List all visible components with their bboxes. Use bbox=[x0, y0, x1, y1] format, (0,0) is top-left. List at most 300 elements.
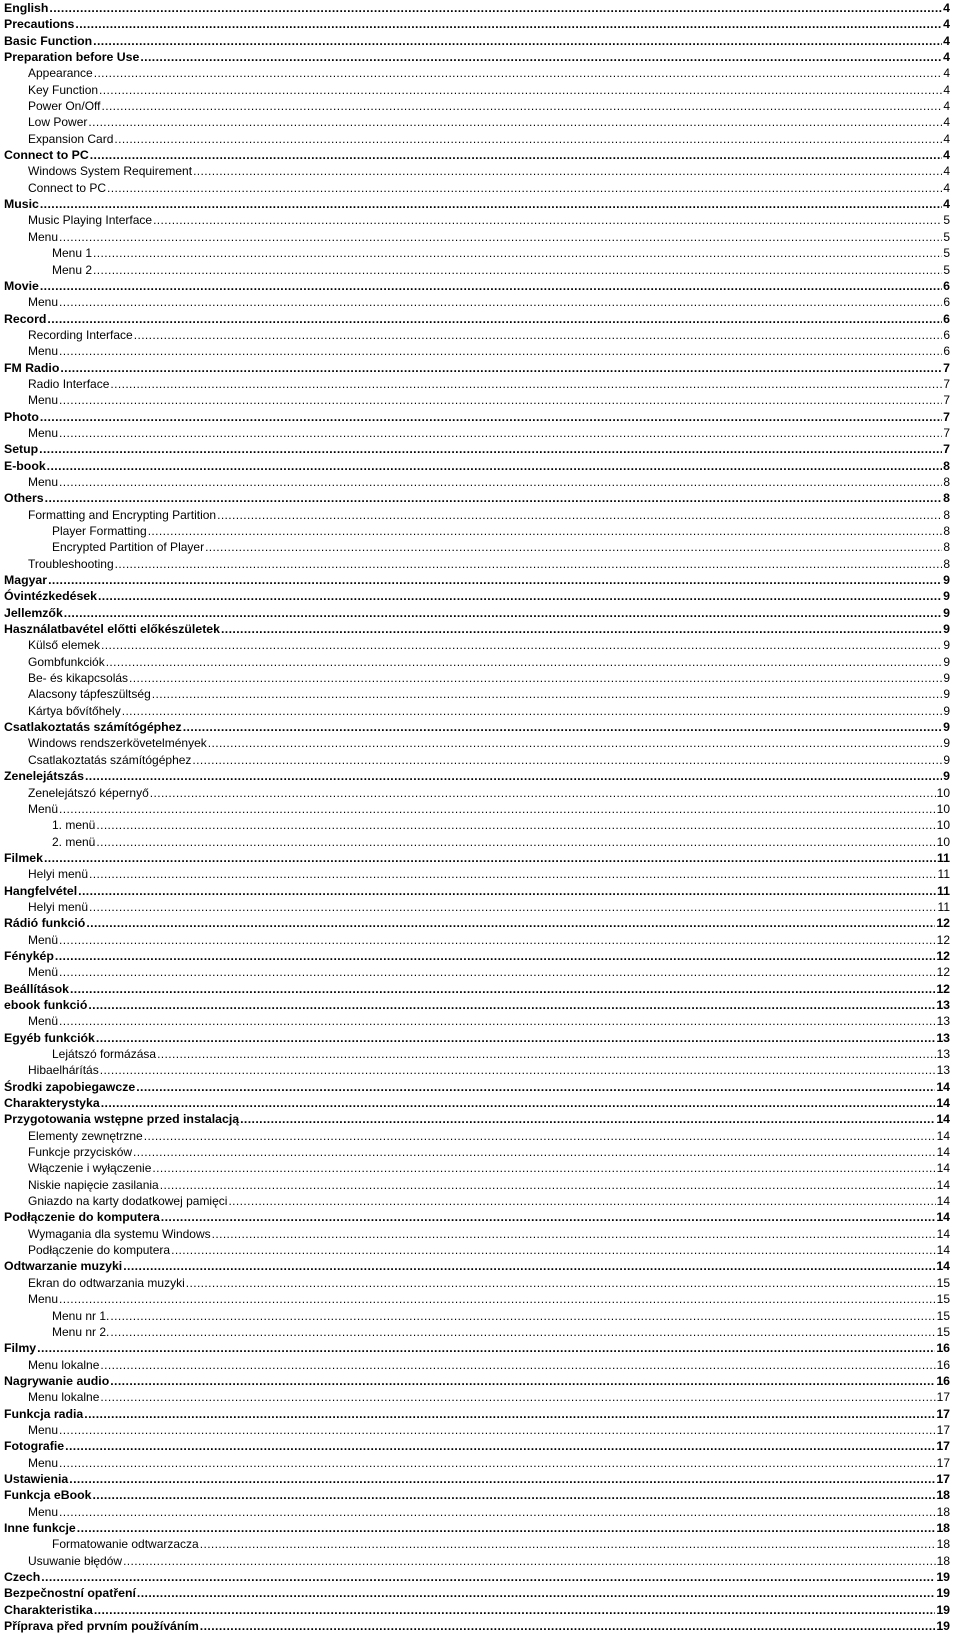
toc-entry[interactable] bbox=[4, 409, 950, 425]
dot-leader bbox=[140, 49, 942, 65]
toc-entry-page-number: 14 bbox=[936, 1177, 950, 1192]
dot-leader bbox=[93, 245, 942, 261]
toc-entry[interactable] bbox=[4, 0, 950, 16]
toc-entry-page-number: 6 bbox=[943, 311, 950, 326]
dot-leader bbox=[134, 327, 943, 343]
toc-entry-title: Windows System Requirement bbox=[28, 164, 193, 179]
toc-entry[interactable] bbox=[4, 1177, 950, 1193]
dot-leader bbox=[75, 16, 942, 32]
dot-leader bbox=[110, 376, 942, 392]
toc-entry-page-number: 8 bbox=[943, 491, 950, 506]
toc-entry[interactable] bbox=[4, 817, 950, 833]
dot-leader bbox=[84, 1406, 935, 1422]
dot-leader bbox=[59, 229, 942, 245]
dot-leader bbox=[133, 1144, 936, 1160]
toc-entry[interactable] bbox=[4, 621, 950, 637]
toc-entry[interactable] bbox=[4, 915, 950, 931]
toc-entry-page-number: 14 bbox=[936, 1259, 950, 1274]
toc-entry-page-number: 7 bbox=[943, 393, 950, 408]
toc-entry-page-number: 18 bbox=[936, 1537, 950, 1552]
dot-leader bbox=[110, 1324, 935, 1340]
toc-entry-title: Windows rendszerkövetelmények bbox=[28, 736, 207, 751]
toc-entry[interactable] bbox=[4, 1111, 950, 1127]
toc-entry[interactable] bbox=[4, 637, 950, 653]
toc-entry-title: Wymagania dla systemu Windows bbox=[28, 1226, 211, 1241]
toc-entry-page-number: 14 bbox=[936, 1112, 950, 1127]
dot-leader bbox=[123, 1553, 936, 1569]
toc-entry[interactable] bbox=[4, 49, 950, 65]
toc-entry[interactable] bbox=[4, 245, 950, 261]
toc-entry[interactable] bbox=[4, 654, 950, 670]
dot-leader bbox=[93, 33, 942, 49]
toc-entry-title: Menü bbox=[28, 965, 59, 980]
toc-entry-title: Photo bbox=[4, 409, 39, 424]
toc-entry[interactable] bbox=[4, 1585, 950, 1601]
toc-entry-title: Key Function bbox=[28, 82, 99, 97]
toc-entry[interactable] bbox=[4, 212, 950, 228]
toc-entry[interactable] bbox=[4, 850, 950, 866]
toc-entry-title: Csatlakoztatás számítógéphez bbox=[4, 720, 182, 735]
toc-entry[interactable] bbox=[4, 899, 950, 915]
toc-entry-title: Menu nr 2. bbox=[52, 1324, 110, 1339]
dot-leader bbox=[40, 409, 942, 425]
dot-leader bbox=[85, 768, 942, 784]
toc-entry-page-number: 8 bbox=[943, 540, 950, 555]
toc-entry-title: Beállítások bbox=[4, 981, 69, 996]
toc-entry-title: Egyéb funkciók bbox=[4, 1030, 95, 1045]
toc-entry-page-number: 17 bbox=[936, 1422, 950, 1437]
toc-entry-page-number: 8 bbox=[943, 556, 950, 571]
dot-leader bbox=[157, 1046, 936, 1062]
toc-entry-title: Óvintézkedések bbox=[4, 589, 97, 604]
toc-entry[interactable] bbox=[4, 1455, 950, 1471]
dot-leader bbox=[69, 1471, 935, 1487]
toc-entry-page-number: 10 bbox=[936, 801, 950, 816]
toc-entry-title: Menu 1 bbox=[52, 246, 93, 261]
toc-entry-title: Player Formatting bbox=[52, 524, 147, 538]
toc-entry-title: Menu bbox=[28, 295, 59, 310]
toc-entry[interactable] bbox=[4, 703, 950, 719]
toc-entry-title: Kártya bővítőhely bbox=[28, 703, 121, 718]
toc-entry-page-number: 4 bbox=[943, 99, 950, 114]
toc-entry-title: Menu lokalne bbox=[28, 1357, 100, 1372]
toc-entry[interactable] bbox=[4, 572, 950, 588]
toc-entry[interactable] bbox=[4, 392, 950, 408]
toc-entry-page-number: 16 bbox=[936, 1373, 950, 1388]
toc-entry[interactable] bbox=[4, 474, 950, 490]
toc-entry-title: Record bbox=[4, 311, 47, 326]
toc-entry[interactable] bbox=[4, 1569, 950, 1585]
dot-leader bbox=[101, 637, 942, 653]
toc-entry[interactable] bbox=[4, 1160, 950, 1176]
toc-entry-title: Troubleshooting bbox=[28, 556, 114, 571]
dot-leader bbox=[136, 1079, 935, 1095]
toc-entry[interactable] bbox=[4, 1275, 950, 1291]
dot-leader bbox=[115, 556, 943, 572]
toc-entry-title: Alacsony tápfeszültség bbox=[28, 687, 151, 702]
dot-leader bbox=[137, 1585, 935, 1601]
toc-entry[interactable] bbox=[4, 981, 950, 997]
toc-entry-page-number: 4 bbox=[943, 33, 950, 48]
toc-entry-page-number: 9 bbox=[943, 703, 950, 718]
toc-entry-title: Nagrywanie audio bbox=[4, 1373, 110, 1388]
toc-entry[interactable] bbox=[4, 131, 950, 147]
dot-leader bbox=[44, 850, 936, 866]
toc-entry[interactable] bbox=[4, 311, 950, 327]
toc-entry[interactable] bbox=[4, 1471, 950, 1487]
toc-entry-title: Zenelejátszó képernyő bbox=[28, 785, 149, 800]
toc-entry[interactable] bbox=[4, 425, 950, 441]
toc-entry[interactable] bbox=[4, 785, 950, 801]
toc-entry[interactable] bbox=[4, 360, 950, 376]
toc-entry-title: Środki zapobiegawcze bbox=[4, 1079, 136, 1094]
toc-entry[interactable] bbox=[4, 1389, 950, 1405]
toc-entry-title: Příprava před prvním používáním bbox=[4, 1619, 199, 1634]
toc-entry[interactable] bbox=[4, 1340, 950, 1356]
dot-leader bbox=[59, 801, 936, 817]
toc-entry[interactable] bbox=[4, 1308, 950, 1324]
toc-entry[interactable] bbox=[4, 376, 950, 392]
toc-entry-page-number: 8 bbox=[943, 524, 950, 538]
toc-entry-title: Przygotowania wstępne przed instalacją bbox=[4, 1112, 240, 1127]
toc-entry-page-number: 5 bbox=[943, 262, 950, 277]
toc-entry-title: Külső elemek bbox=[28, 638, 101, 653]
toc-entry-page-number: 4 bbox=[943, 164, 950, 179]
toc-entry-page-number: 12 bbox=[936, 981, 950, 996]
toc-entry-page-number: 19 bbox=[936, 1619, 950, 1634]
toc-entry-title: Podłączenie do komputera bbox=[4, 1210, 160, 1225]
toc-entry-page-number: 7 bbox=[943, 376, 950, 391]
toc-entry[interactable] bbox=[4, 458, 950, 474]
toc-entry-page-number: 9 bbox=[943, 687, 950, 702]
toc-entry-title: Hibaelhárítás bbox=[28, 1063, 99, 1078]
toc-entry-page-number: 10 bbox=[936, 785, 950, 800]
dot-leader bbox=[59, 1013, 936, 1029]
toc-entry[interactable] bbox=[4, 343, 950, 359]
toc-entry[interactable] bbox=[4, 147, 950, 163]
toc-entry[interactable] bbox=[4, 33, 950, 49]
toc-entry-title: Others bbox=[4, 491, 44, 506]
toc-entry-title: Basic Function bbox=[4, 33, 93, 48]
toc-entry-title: Ustawienia bbox=[4, 1471, 69, 1486]
dot-leader bbox=[59, 932, 936, 948]
toc-entry[interactable] bbox=[4, 163, 950, 179]
dot-leader bbox=[39, 441, 942, 457]
toc-entry-title: Menu 2 bbox=[52, 262, 93, 277]
dot-leader bbox=[59, 392, 942, 408]
toc-entry[interactable] bbox=[4, 1046, 950, 1062]
dot-leader bbox=[107, 180, 942, 196]
toc-entry-title: Filmek bbox=[4, 850, 43, 865]
toc-entry-title: English bbox=[4, 1, 49, 15]
toc-entry[interactable] bbox=[4, 801, 950, 817]
toc-entry[interactable] bbox=[4, 1013, 950, 1029]
dot-leader bbox=[86, 915, 935, 931]
toc-entry-title: Movie bbox=[4, 278, 39, 293]
toc-entry[interactable] bbox=[4, 1079, 950, 1095]
toc-entry-title: Niskie napięcie zasilania bbox=[28, 1177, 159, 1192]
toc-entry-title: Czech bbox=[4, 1570, 41, 1584]
toc-entry-page-number: 10 bbox=[936, 818, 950, 833]
toc-entry[interactable] bbox=[4, 932, 950, 948]
toc-entry[interactable] bbox=[4, 278, 950, 294]
dot-leader bbox=[90, 147, 942, 163]
dot-leader bbox=[200, 1618, 936, 1634]
toc-entry[interactable] bbox=[4, 1193, 950, 1209]
toc-entry[interactable] bbox=[4, 1209, 950, 1225]
toc-entry-title: Setup bbox=[4, 442, 39, 457]
toc-entry-title: Connect to PC bbox=[4, 148, 89, 163]
toc-entry[interactable] bbox=[4, 1422, 950, 1438]
toc-entry-title: Használatbavétel előtti előkészületek bbox=[4, 622, 220, 637]
toc-entry-page-number: 4 bbox=[943, 82, 950, 97]
toc-entry[interactable] bbox=[4, 1357, 950, 1373]
toc-entry[interactable] bbox=[4, 752, 950, 768]
dot-leader bbox=[152, 686, 943, 702]
toc-entry[interactable] bbox=[4, 719, 950, 735]
toc-entry-page-number: 15 bbox=[936, 1308, 950, 1323]
toc-entry[interactable] bbox=[4, 1438, 950, 1454]
toc-entry[interactable] bbox=[4, 539, 950, 555]
dot-leader bbox=[48, 572, 942, 588]
dot-leader bbox=[98, 588, 942, 604]
toc-entry-page-number: 14 bbox=[936, 1243, 950, 1258]
toc-entry-page-number: 17 bbox=[936, 1439, 950, 1454]
toc-entry-title: Menü bbox=[28, 801, 59, 816]
dot-leader bbox=[221, 621, 942, 637]
toc-entry[interactable] bbox=[4, 262, 950, 278]
toc-entry-page-number: 17 bbox=[936, 1390, 950, 1405]
toc-entry-title: Fénykép bbox=[4, 948, 54, 963]
toc-entry[interactable] bbox=[4, 327, 950, 343]
toc-entry[interactable] bbox=[4, 1030, 950, 1046]
dot-leader bbox=[152, 1160, 935, 1176]
toc-entry[interactable] bbox=[4, 523, 950, 539]
toc-entry-title: Music bbox=[4, 197, 39, 212]
toc-entry-page-number: 6 bbox=[943, 278, 950, 293]
dot-leader bbox=[161, 1209, 936, 1225]
dot-leader bbox=[88, 114, 942, 130]
toc-entry-page-number: 18 bbox=[936, 1553, 950, 1568]
toc-entry[interactable] bbox=[4, 735, 950, 751]
toc-entry[interactable] bbox=[4, 768, 950, 784]
toc-entry[interactable] bbox=[4, 507, 950, 523]
toc-entry-title: Low Power bbox=[28, 115, 88, 130]
toc-entry[interactable] bbox=[4, 686, 950, 702]
toc-entry-title: Formatting and Encrypting Partition bbox=[28, 507, 217, 522]
dot-leader bbox=[106, 654, 943, 670]
toc-entry[interactable] bbox=[4, 98, 950, 114]
toc-entry[interactable] bbox=[4, 180, 950, 196]
dot-leader bbox=[60, 360, 942, 376]
toc-entry-page-number: 12 bbox=[936, 932, 950, 947]
toc-entry[interactable] bbox=[4, 1258, 950, 1274]
dot-leader bbox=[208, 735, 943, 751]
toc-entry-title: Włączenie i wyłączenie bbox=[28, 1161, 152, 1176]
toc-entry[interactable] bbox=[4, 229, 950, 245]
toc-entry-page-number: 9 bbox=[943, 769, 950, 784]
toc-entry-title: Menu bbox=[28, 229, 59, 244]
dot-leader bbox=[100, 1062, 936, 1078]
toc-entry-title: Connect to PC bbox=[28, 180, 107, 195]
dot-leader bbox=[47, 458, 942, 474]
toc-entry[interactable] bbox=[4, 1520, 950, 1536]
toc-entry-title: Zenelejátszás bbox=[4, 769, 84, 784]
dot-leader bbox=[70, 981, 935, 997]
toc-entry[interactable] bbox=[4, 1128, 950, 1144]
toc-entry-page-number: 4 bbox=[943, 115, 950, 130]
toc-entry-page-number: 6 bbox=[943, 344, 950, 359]
toc-entry-page-number: 18 bbox=[936, 1488, 950, 1503]
dot-leader bbox=[123, 1258, 935, 1274]
toc-entry[interactable] bbox=[4, 588, 950, 604]
toc-entry-page-number: 7 bbox=[943, 442, 950, 457]
toc-entry[interactable] bbox=[4, 670, 950, 686]
toc-entry[interactable] bbox=[4, 605, 950, 621]
toc-entry[interactable] bbox=[4, 948, 950, 964]
toc-entry-title: Be- és kikapcsolás bbox=[28, 671, 129, 686]
toc-entry-title: Menü bbox=[28, 1014, 59, 1029]
toc-entry[interactable] bbox=[4, 1373, 950, 1389]
toc-entry-page-number: 14 bbox=[936, 1161, 950, 1176]
toc-entry-page-number: 7 bbox=[943, 425, 950, 440]
toc-entry[interactable] bbox=[4, 1504, 950, 1520]
toc-entry[interactable] bbox=[4, 556, 950, 572]
toc-entry-page-number: 4 bbox=[943, 1, 950, 15]
toc-entry[interactable] bbox=[4, 82, 950, 98]
dot-leader bbox=[122, 703, 943, 719]
dot-leader bbox=[94, 65, 943, 81]
dot-leader bbox=[193, 163, 942, 179]
toc-entry-page-number: 11 bbox=[937, 899, 950, 914]
toc-entry-title: Elementy zewnętrzne bbox=[28, 1128, 143, 1143]
toc-entry-title: Power On/Off bbox=[28, 99, 101, 114]
toc-entry-title: Formatowanie odtwarzacza bbox=[52, 1537, 199, 1552]
toc-entry-page-number: 9 bbox=[943, 752, 950, 767]
toc-entry-page-number: 14 bbox=[936, 1145, 950, 1160]
toc-entry-page-number: 4 bbox=[943, 131, 950, 146]
toc-entry-title: Csatlakoztatás számítógéphez bbox=[28, 752, 192, 767]
toc-entry[interactable] bbox=[4, 1291, 950, 1307]
toc-entry[interactable] bbox=[4, 16, 950, 32]
toc-entry[interactable] bbox=[4, 866, 950, 882]
dot-leader bbox=[88, 997, 935, 1013]
toc-entry-title: Menu bbox=[28, 474, 59, 489]
dot-leader bbox=[59, 343, 942, 359]
toc-entry[interactable] bbox=[4, 196, 950, 212]
dot-leader bbox=[110, 1308, 935, 1324]
toc-entry-page-number: 15 bbox=[936, 1275, 950, 1290]
toc-entry-page-number: 14 bbox=[936, 1096, 950, 1111]
dot-leader bbox=[110, 1373, 935, 1389]
toc-entry-page-number: 8 bbox=[943, 458, 950, 473]
toc-entry-page-number: 17 bbox=[936, 1406, 950, 1421]
toc-entry-title: Usuwanie błędów bbox=[28, 1553, 123, 1568]
dot-leader bbox=[59, 1504, 936, 1520]
dot-leader bbox=[93, 262, 942, 278]
toc-entry-title: Podłączenie do komputera bbox=[28, 1243, 171, 1258]
toc-entry-page-number: 7 bbox=[943, 360, 950, 375]
toc-entry[interactable] bbox=[4, 1536, 950, 1552]
toc-entry-title: Funkcje przycisków bbox=[28, 1145, 133, 1160]
toc-entry[interactable] bbox=[4, 883, 950, 899]
toc-entry-title: Magyar bbox=[4, 573, 48, 588]
toc-entry-page-number: 9 bbox=[943, 671, 950, 686]
dot-leader bbox=[59, 474, 942, 490]
toc-entry-title: Funkcja radia bbox=[4, 1406, 84, 1421]
toc-entry-page-number: 9 bbox=[943, 638, 950, 653]
toc-entry[interactable] bbox=[4, 490, 950, 506]
toc-entry[interactable] bbox=[4, 997, 950, 1013]
toc-entry[interactable] bbox=[4, 441, 950, 457]
toc-entry-title: Menu bbox=[28, 1292, 59, 1307]
toc-entry-page-number: 15 bbox=[936, 1292, 950, 1307]
toc-entry[interactable] bbox=[4, 1324, 950, 1340]
toc-entry-page-number: 5 bbox=[943, 213, 950, 228]
toc-entry-page-number: 13 bbox=[936, 1014, 950, 1029]
toc-entry-title: Inne funkcje bbox=[4, 1520, 76, 1535]
toc-entry-page-number: 12 bbox=[936, 965, 950, 980]
toc-entry-title: Rádió funkció bbox=[4, 916, 86, 931]
toc-entry[interactable] bbox=[4, 65, 950, 81]
toc-entry-page-number: 4 bbox=[943, 148, 950, 163]
toc-entry[interactable] bbox=[4, 834, 950, 850]
toc-entry[interactable] bbox=[4, 294, 950, 310]
toc-entry[interactable] bbox=[4, 1226, 950, 1242]
toc-entry-page-number: 7 bbox=[943, 409, 950, 424]
toc-entry[interactable] bbox=[4, 1095, 950, 1111]
toc-entry[interactable] bbox=[4, 1487, 950, 1503]
toc-entry[interactable] bbox=[4, 1406, 950, 1422]
dot-leader bbox=[92, 1487, 935, 1503]
toc-entry[interactable] bbox=[4, 114, 950, 130]
toc-entry[interactable] bbox=[4, 1242, 950, 1258]
dot-leader bbox=[77, 1520, 936, 1536]
toc-entry-page-number: 19 bbox=[936, 1602, 950, 1617]
toc-entry-title: Funkcja eBook bbox=[4, 1488, 92, 1503]
table-of-contents bbox=[4, 0, 950, 1634]
dot-leader bbox=[96, 834, 935, 850]
toc-entry[interactable] bbox=[4, 964, 950, 980]
dot-leader bbox=[171, 1242, 936, 1258]
toc-entry[interactable] bbox=[4, 1602, 950, 1618]
toc-entry-title: Gombfunkciók bbox=[28, 654, 105, 669]
toc-entry-title: Menu bbox=[28, 1422, 59, 1437]
toc-entry-page-number: 9 bbox=[943, 654, 950, 669]
toc-entry-title: Menu lokalne bbox=[28, 1390, 100, 1405]
dot-leader bbox=[55, 948, 935, 964]
dot-leader bbox=[200, 1536, 936, 1552]
toc-entry-title: Fotografie bbox=[4, 1439, 65, 1454]
toc-entry[interactable] bbox=[4, 1553, 950, 1569]
toc-entry[interactable] bbox=[4, 1618, 950, 1634]
dot-leader bbox=[59, 425, 942, 441]
toc-entry-page-number: 5 bbox=[943, 229, 950, 244]
dot-leader bbox=[59, 964, 936, 980]
toc-entry-page-number: 4 bbox=[943, 50, 950, 65]
toc-entry-page-number: 12 bbox=[936, 948, 950, 963]
toc-entry[interactable] bbox=[4, 1144, 950, 1160]
toc-entry[interactable] bbox=[4, 1062, 950, 1078]
toc-entry-page-number: 17 bbox=[936, 1471, 950, 1486]
toc-entry-title: Hangfelvétel bbox=[4, 883, 78, 898]
dot-leader bbox=[100, 1357, 935, 1373]
dot-leader bbox=[217, 507, 942, 523]
dot-leader bbox=[59, 1422, 936, 1438]
toc-entry-page-number: 11 bbox=[937, 867, 950, 882]
dot-leader bbox=[96, 1030, 935, 1046]
toc-entry-page-number: 15 bbox=[936, 1324, 950, 1339]
